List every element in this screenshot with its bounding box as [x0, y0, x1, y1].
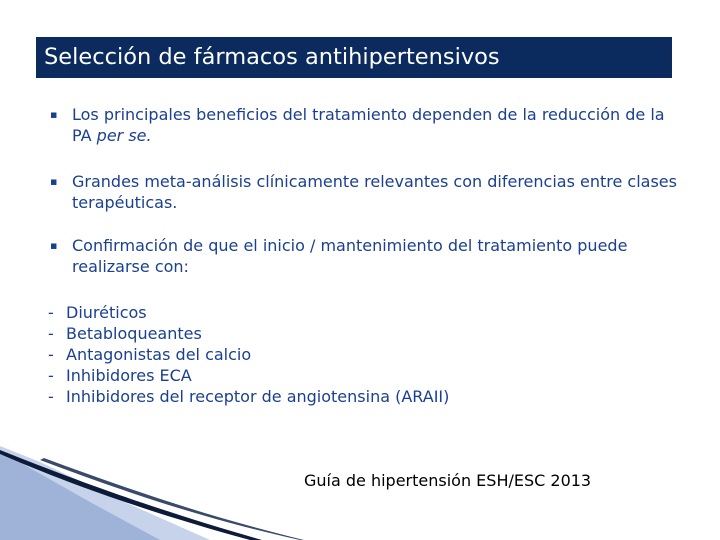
- list-item: [48, 323, 449, 344]
- title-bar: [36, 37, 672, 78]
- bullet-item: [48, 235, 688, 277]
- dash-marker: -: [48, 303, 54, 322]
- bullet-marker-icon: ▪: [50, 108, 58, 121]
- dash-marker: -: [48, 324, 54, 343]
- bullet-marker-icon: ▪: [50, 239, 58, 252]
- list-item: [48, 365, 449, 386]
- bullet-emphasis: per se.: [96, 126, 152, 145]
- bullet-item: [48, 171, 688, 213]
- dash-marker: -: [48, 345, 54, 364]
- bullet-text: Los principales beneficios del tratamiento dependen de la reducción de la PA: [72, 105, 665, 145]
- drug-class-label: Antagonistas del calcio: [66, 345, 252, 364]
- bullet-marker-icon: ▪: [50, 175, 58, 188]
- dash-marker: -: [48, 387, 54, 406]
- list-item: [48, 344, 449, 365]
- list-item: [48, 302, 449, 323]
- reference-citation: Guía de hipertensión ESH/ESC 2013: [304, 471, 592, 490]
- drug-class-label: Betabloqueantes: [66, 324, 202, 343]
- dash-marker: -: [48, 366, 54, 385]
- bullet-text: Grandes meta-análisis clínicamente relevantes con diferencias entre clases terapéuticas.: [72, 172, 677, 212]
- drug-class-label: Inhibidores ECA: [66, 366, 192, 385]
- bullet-text: Confirmación de que el inicio / mantenimiento del tratamiento puede realizarse con:: [72, 236, 628, 276]
- drug-class-list: [48, 302, 449, 407]
- bullet-item: [48, 104, 688, 146]
- list-item: [48, 386, 449, 407]
- drug-class-label: Inhibidores del receptor de angiotensina (ARAII): [66, 387, 450, 406]
- slide-title: Selección de fármacos antihipertensivos: [44, 44, 500, 70]
- drug-class-label: Diuréticos: [66, 303, 147, 322]
